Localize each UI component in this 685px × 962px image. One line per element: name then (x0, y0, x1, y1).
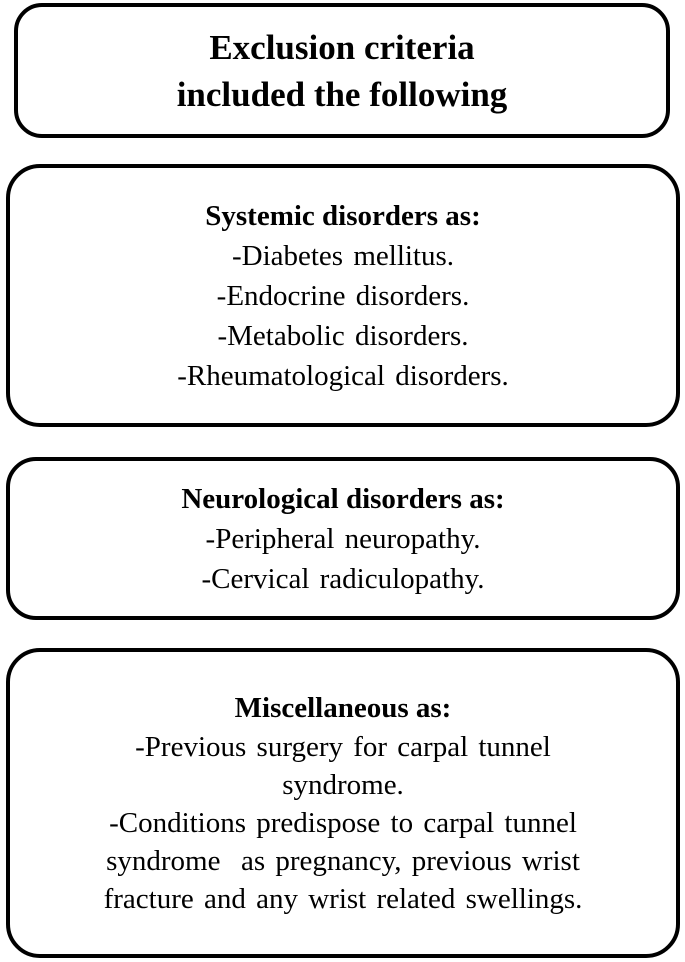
miscellaneous-heading: Miscellaneous as: (234, 692, 452, 724)
systemic-disorders-box (6, 164, 680, 427)
title-line-1: Exclusion criteria (209, 27, 475, 67)
neurological-heading: Neurological disorders as: (181, 482, 505, 515)
title-box (14, 3, 670, 138)
miscellaneous-line: -Previous surgery for carpal tunnel (135, 731, 551, 763)
systemic-item-endocrine: -Endocrine disorders. (216, 279, 470, 312)
miscellaneous-line: fracture and any wrist related swellings. (103, 883, 583, 915)
systemic-heading: Systemic disorders as: (205, 199, 481, 232)
miscellaneous-box (6, 648, 680, 958)
neurological-item-peripheral: -Peripheral neuropathy. (205, 522, 481, 555)
neurological-item-cervical: -Cervical radiculopathy. (201, 562, 485, 595)
neurological-disorders-box (6, 457, 680, 620)
systemic-item-metabolic: -Metabolic disorders. (217, 319, 469, 352)
miscellaneous-line: -Conditions predispose to carpal tunnel (109, 807, 577, 839)
title-line-2: included the following (176, 74, 508, 114)
miscellaneous-line: syndrome. (282, 769, 404, 801)
miscellaneous-line: syndrome as pregnancy, previous wrist (106, 845, 580, 877)
systemic-item-diabetes: -Diabetes mellitus. (231, 239, 455, 272)
systemic-item-rheumatological: -Rheumatological disorders. (177, 359, 509, 392)
